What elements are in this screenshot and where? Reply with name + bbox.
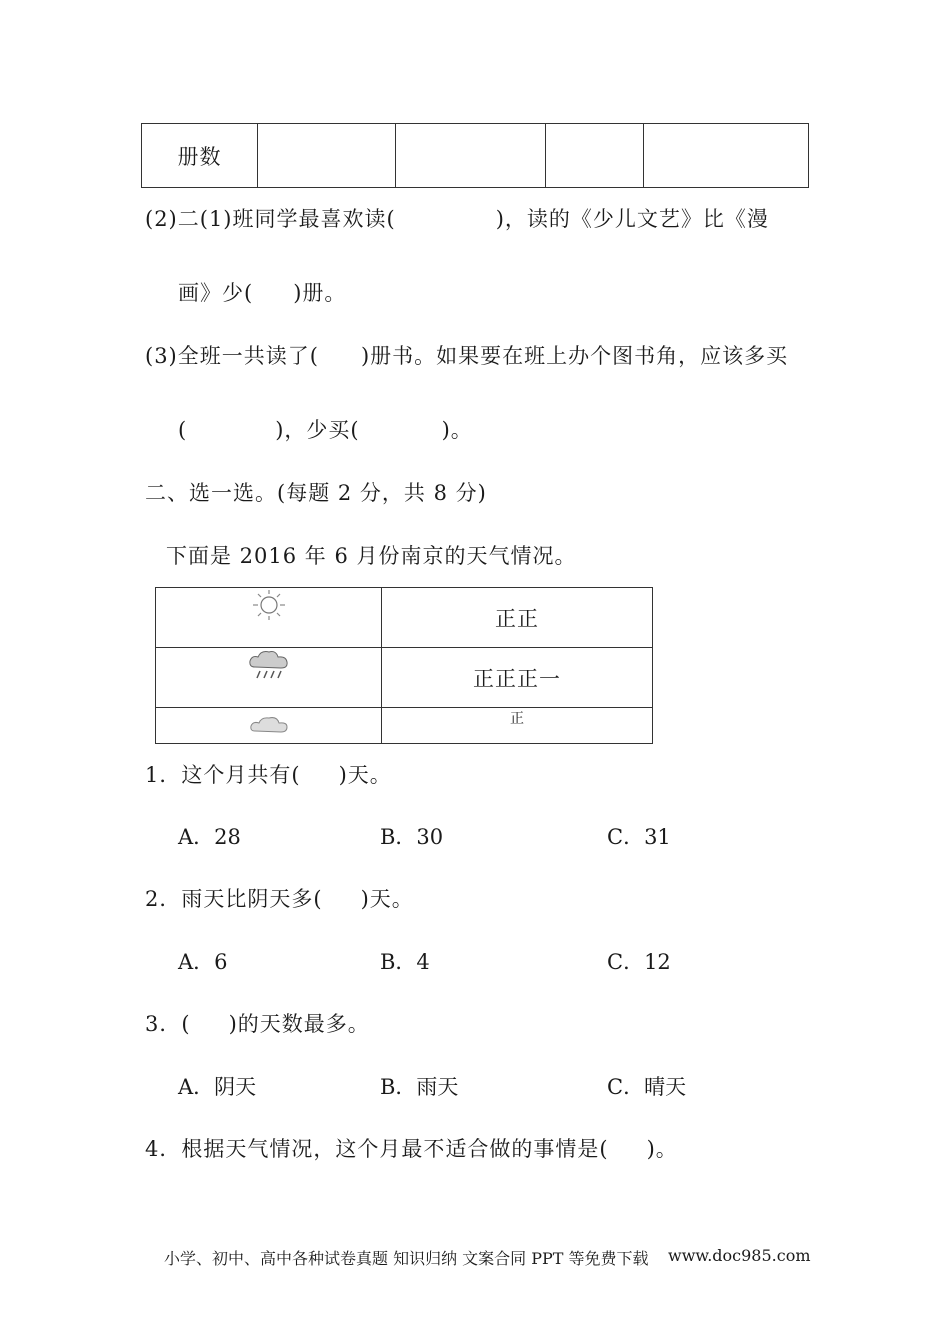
table-cell [396, 124, 546, 188]
tally-cell [382, 648, 653, 708]
q2-option-a[interactable]: A．6 [178, 950, 228, 974]
rain-cloud-icon [247, 649, 291, 683]
sun-icon [249, 589, 289, 621]
question-1 [145, 759, 392, 789]
weather-icon-cell [156, 588, 382, 648]
q2-option-b[interactable]: B．4 [380, 950, 430, 974]
q2b-stem-a: 2．雨天比阴天多( [145, 887, 323, 911]
q2-text-a: (2)二(1)班同学最喜欢读( [145, 207, 396, 231]
footer-link[interactable]: www.doc985.com [668, 1246, 811, 1265]
cloud-icon [249, 713, 289, 735]
q2b-stem-b: )天。 [360, 887, 414, 911]
q3b-stem-b: )的天数最多。 [228, 1012, 370, 1036]
footer-left: 小学、初中、高中各种试卷真题 知识归纳 文案合同 PPT 等免费下载 [164, 1249, 649, 1268]
q3-text-d: )，少买( [275, 418, 360, 442]
q4-stem-a: 4．根据天气情况，这个月最不适合做的事情是( [145, 1137, 609, 1161]
tally-cloudy: 正 [510, 711, 524, 727]
question-2 [145, 883, 414, 913]
q4-stem-b: )。 [646, 1137, 678, 1161]
row-label: 册数 [177, 144, 222, 169]
q2-text-b: )，读的《少儿文艺》比《漫 [495, 207, 769, 231]
q1-option-a[interactable]: A．28 [178, 825, 241, 849]
q1-stem-a: 1．这个月共有( [145, 763, 301, 787]
q2-text-c: 画》少( [178, 281, 254, 305]
question-2-line-1 [145, 203, 769, 233]
q3-option-c[interactable]: C．晴天 [607, 1075, 687, 1099]
row-label-cell [142, 124, 258, 188]
question-3-line-2 [178, 414, 473, 444]
q3-text-c: ( [178, 418, 188, 442]
table-cell [644, 124, 809, 188]
q1-option-c[interactable]: C．31 [607, 825, 671, 849]
question-3 [145, 1008, 370, 1038]
q3-text-e: )。 [441, 418, 473, 442]
q2-text-d: )册。 [293, 281, 347, 305]
section-heading: 二、选一选。(每题 2 分，共 8 分) [145, 481, 487, 505]
question-4 [145, 1133, 678, 1163]
question-2-line-2 [178, 277, 346, 307]
q3-text-b: )册书。如果要在班上办个图书角，应该多买 [360, 344, 789, 368]
q3-text-a: (3)全班一共读了( [145, 344, 319, 368]
q3-option-a[interactable]: A．阴天 [178, 1075, 257, 1099]
q3-option-b[interactable]: B．雨天 [380, 1075, 459, 1099]
tally-cell [382, 708, 653, 744]
weather-table [155, 587, 653, 744]
q1-stem-b: )天。 [338, 763, 392, 787]
weather-icon-cell [156, 648, 382, 708]
reading-table [141, 123, 809, 188]
table-cell [258, 124, 396, 188]
q3b-stem-a: 3．( [145, 1012, 191, 1036]
q1-option-b[interactable]: B．30 [380, 825, 444, 849]
section-intro: 下面是 2016 年 6 月份南京的天气情况。 [166, 544, 577, 568]
tally-rainy: 正正正一 [473, 666, 561, 691]
weather-icon-cell [156, 708, 382, 744]
question-3-line-1 [145, 340, 788, 370]
table-cell [546, 124, 644, 188]
tally-sunny: 正正 [495, 606, 539, 631]
q2-option-c[interactable]: C．12 [607, 950, 671, 974]
tally-cell [382, 588, 653, 648]
